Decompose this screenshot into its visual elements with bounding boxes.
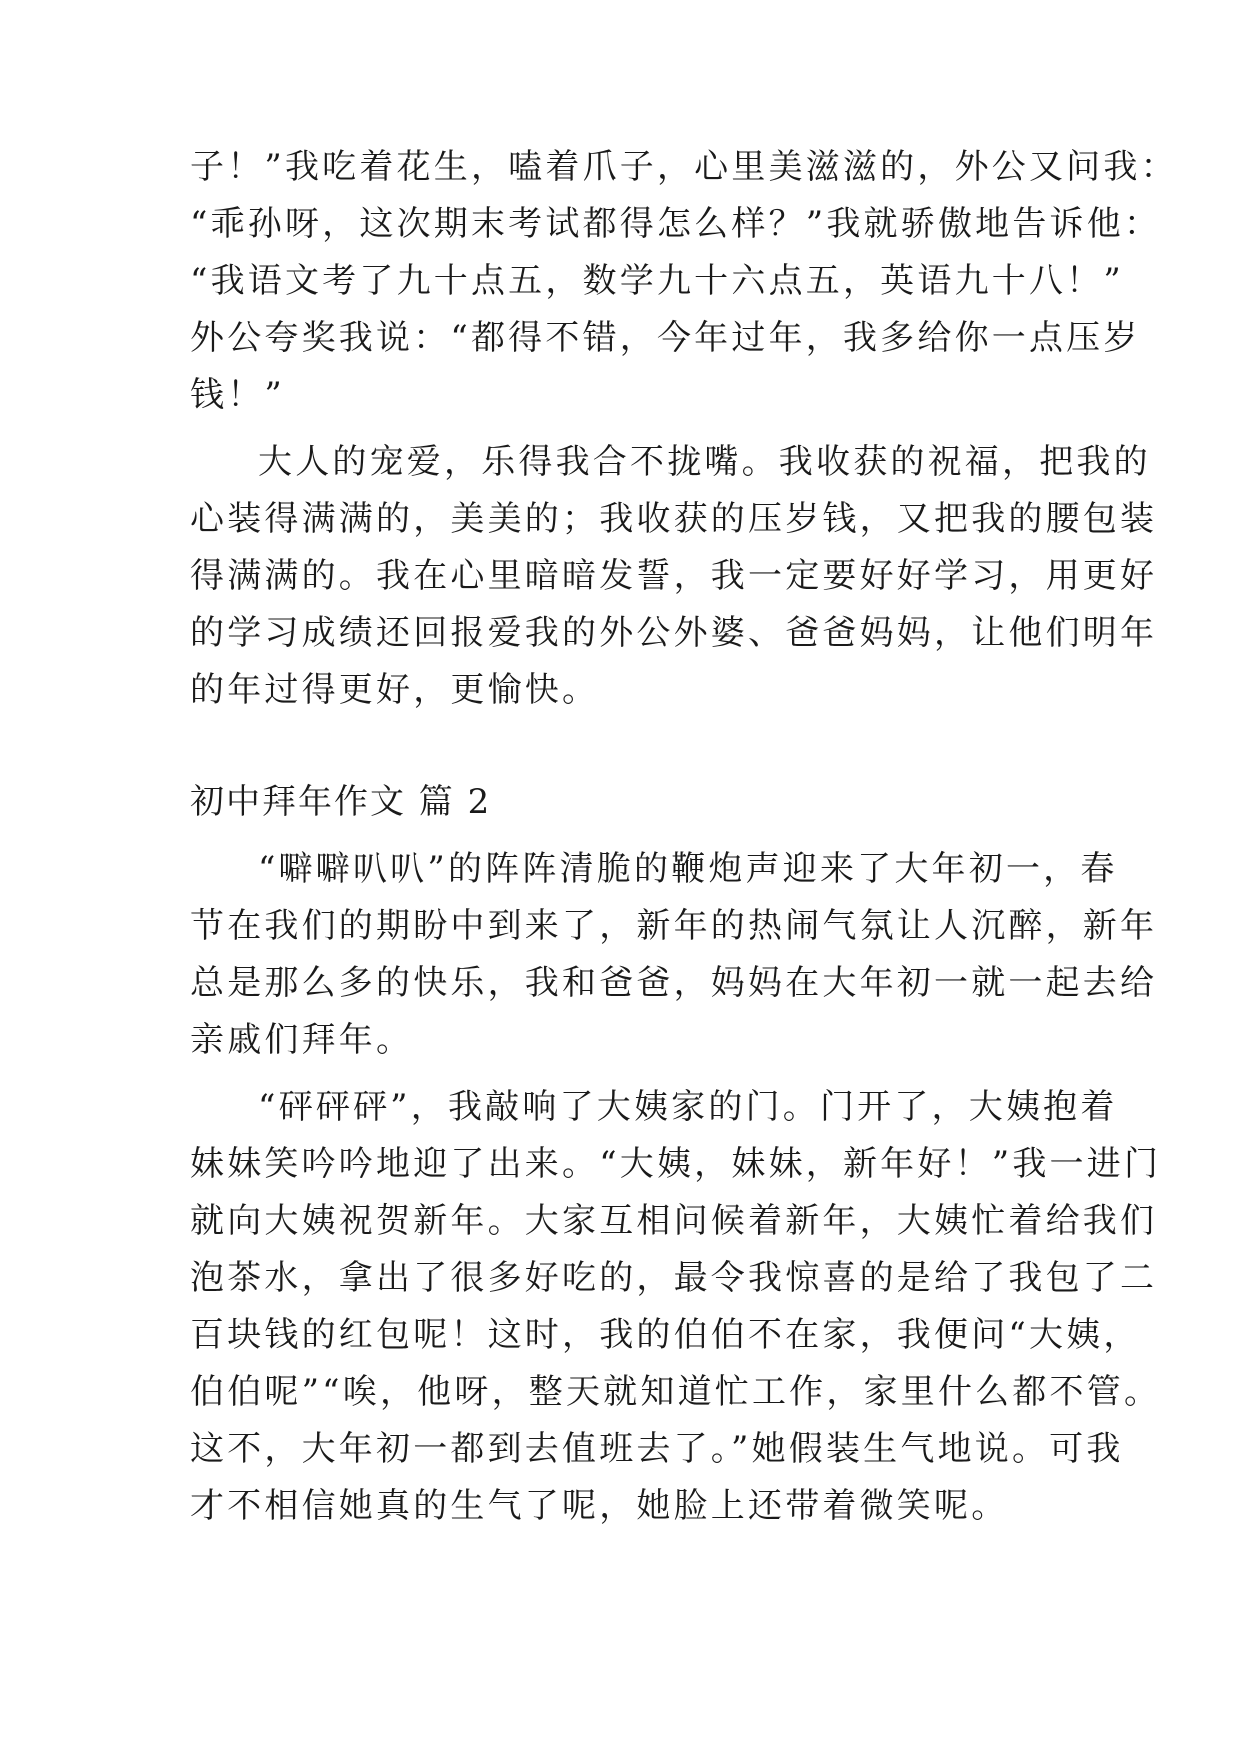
paragraph-line: 百块钱的红包呢！这时，我的伯伯不在家，我便问“大姨， (190, 1315, 1141, 1355)
paragraph-line: 才不相信她真的生气了呢，她脸上还带着微笑呢。 (190, 1486, 1009, 1526)
paragraph-line: 心装得满满的，美美的；我收获的压岁钱，又把我的腰包装 (190, 499, 1158, 539)
paragraph-line: 子！”我吃着花生，嗑着爪子，心里美滋滋的，外公又问我： (190, 147, 1178, 187)
paragraph-line: 的学习成绩还回报爱我的外公外婆、爸爸妈妈，让他们明年 (190, 613, 1158, 653)
paragraph-line: 的年过得更好，更愉快。 (190, 670, 600, 710)
paragraph-line: 就向大姨祝贺新年。大家互相问候着新年，大姨忙着给我们 (190, 1201, 1158, 1241)
paragraph-line: 外公夸奖我说：“都得不错，今年过年，我多给你一点压岁 (190, 318, 1141, 358)
paragraph-line: “我语文考了九十点五，数学九十六点五，英语九十八！” (190, 261, 1124, 301)
paragraph-line: 妹妹笑吟吟地迎了出来。“大姨，妹妹，新年好！”我一进门 (190, 1144, 1162, 1184)
paragraph-line: 亲戚们拜年。 (190, 1020, 414, 1060)
paragraph-line: 钱！” (190, 375, 285, 415)
paragraph-line: 得满满的。我在心里暗暗发誓，我一定要好好学习，用更好 (190, 556, 1158, 596)
section-heading: 初中拜年作文 篇 2 (190, 782, 492, 822)
paragraph-line: “乖孙呀，这次期末考试都得怎么样？”我就骄傲地告诉他： (190, 204, 1162, 244)
paragraph-line: “砰砰砰”，我敲响了大姨家的门。门开了，大姨抱着 (258, 1087, 1118, 1127)
paragraph-line: 总是那么多的快乐，我和爸爸，妈妈在大年初一就一起去给 (190, 963, 1158, 1003)
paragraph-line: “噼噼叭叭”的阵阵清脆的鞭炮声迎来了大年初一，春 (258, 849, 1118, 889)
paragraph-line: 节在我们的期盼中到来了，新年的热闹气氛让人沉醉，新年 (190, 906, 1158, 946)
paragraph-line: 这不，大年初一都到去值班去了。”她假装生气地说。可我 (190, 1429, 1124, 1469)
paragraph-line: 伯伯呢”“唉，他呀，整天就知道忙工作，家里什么都不管。 (190, 1372, 1162, 1412)
paragraph-line: 大人的宠爱，乐得我合不拢嘴。我收获的祝福，把我的 (258, 442, 1151, 482)
paragraph-line: 泡茶水，拿出了很多好吃的，最令我惊喜的是给了我包了二 (190, 1258, 1158, 1298)
